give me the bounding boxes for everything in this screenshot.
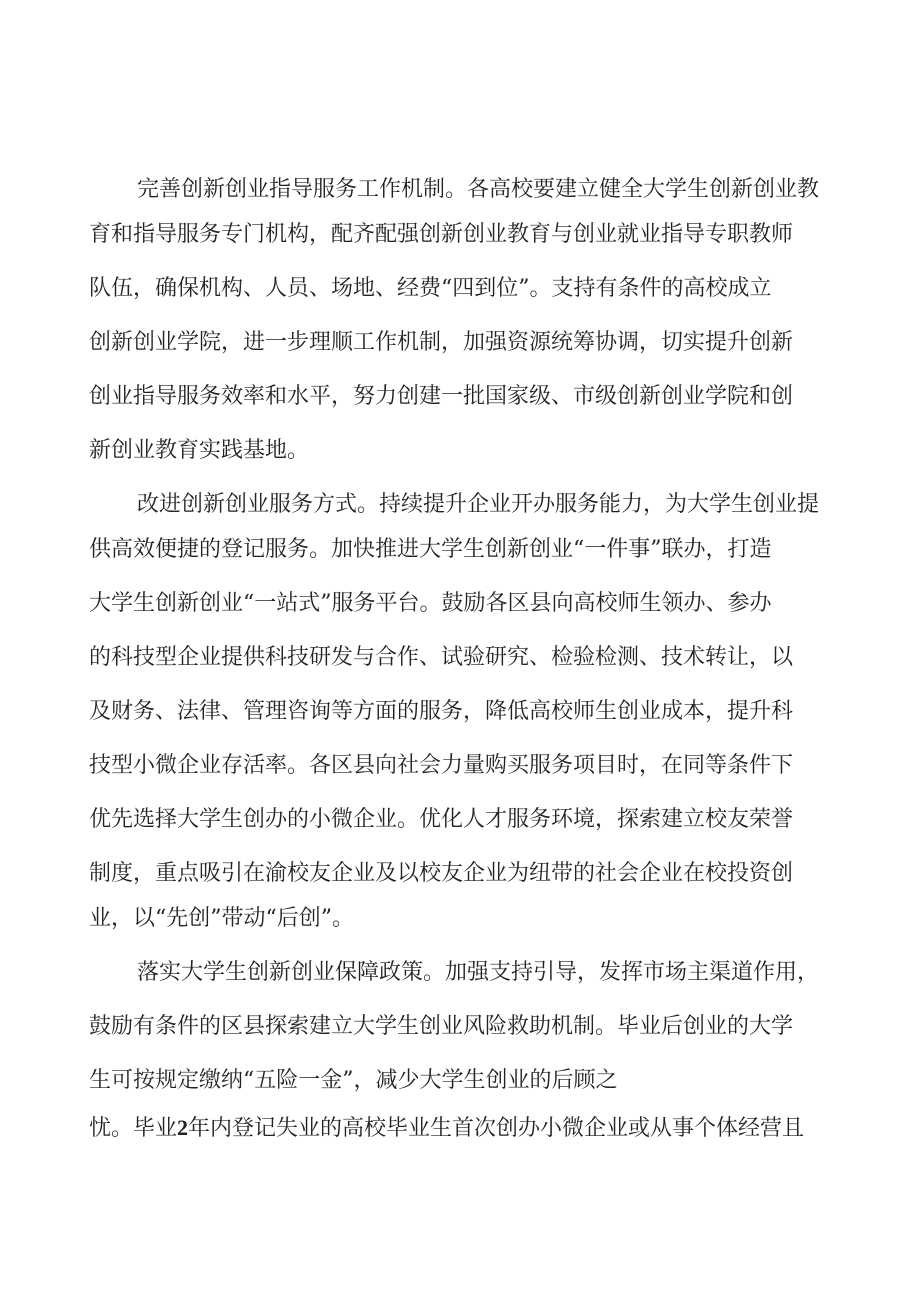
line-text-before: 忧。毕业 — [89, 1116, 178, 1141]
line-text-after: 年内登记失业的高校毕业生首次创办小微企业或从事个体经营且 — [188, 1116, 805, 1141]
paragraph-1-line-2: 育和指导服务专门机构，配齐配强创新创业教育与创业就业指导专职教师 — [89, 222, 794, 247]
paragraph-3-line-3: 生可按规定缴纳“五险一金”，减少大学生创业的后顾之 — [89, 1068, 618, 1093]
paragraph-2-line-3: 大学生创新创业“一站式”服务平台。鼓励各区县向高校师生领办、参办 — [89, 591, 772, 616]
paragraph-1-line-4: 创新创业学院，进一步理顺工作机制，加强资源统筹协调，切实提升创新 — [89, 330, 794, 355]
paragraph-1-line-5: 创业指导服务效率和水平，努力创建一批国家级、市级创新创业学院和创 — [89, 384, 794, 409]
paragraph-2-line-7: 优先选择大学生创办的小微企业。优化人才服务环境，探索建立校友荣誉 — [89, 807, 794, 832]
paragraph-1-line-3: 队伍，确保机构、人员、场地、经费“四到位”。支持有条件的高校成立 — [89, 276, 772, 301]
paragraph-2-line-6: 技型小微企业存活率。各区县向社会力量购买服务项目时，在同等条件下 — [89, 753, 794, 778]
paragraph-3-line-4 — [89, 1110, 836, 1146]
paragraph-3-line-2: 鼓励有条件的区县探索建立大学生创业风险救助机制。毕业后创业的大学 — [89, 1014, 794, 1039]
paragraph-1-line-1: 完善创新创业指导服务工作机制。各高校要建立健全大学生创新创业教 — [137, 177, 820, 202]
paragraph-2-line-5: 及财务、法律、管理咨询等方面的服务，降低高校师生创业成本，提升科 — [89, 699, 794, 724]
paragraph-2-line-4: 的科技型企业提供科技研发与合作、试验研究、检验检测、技术转让，以 — [89, 645, 794, 670]
paragraph-1-line-6: 新创业教育实践基地。 — [89, 438, 310, 463]
paragraph-3-line-1: 落实大学生创新创业保障政策。加强支持引导，发挥市场主渠道作用， — [137, 960, 820, 985]
paragraph-2-line-9: 业，以“先创”带动“后创”。 — [89, 906, 354, 931]
paragraph-2-line-2: 供高效便捷的登记服务。加快推进大学生创新创业“一件事”联办，打造 — [89, 537, 772, 562]
paragraph-2-line-1: 改进创新创业服务方式。持续提升企业开办服务能力，为大学生创业提 — [137, 492, 820, 517]
year-count: 2 — [177, 1115, 189, 1140]
paragraph-2-line-8: 制度，重点吸引在渝校友企业及以校友企业为纽带的社会企业在校投资创 — [89, 861, 794, 886]
